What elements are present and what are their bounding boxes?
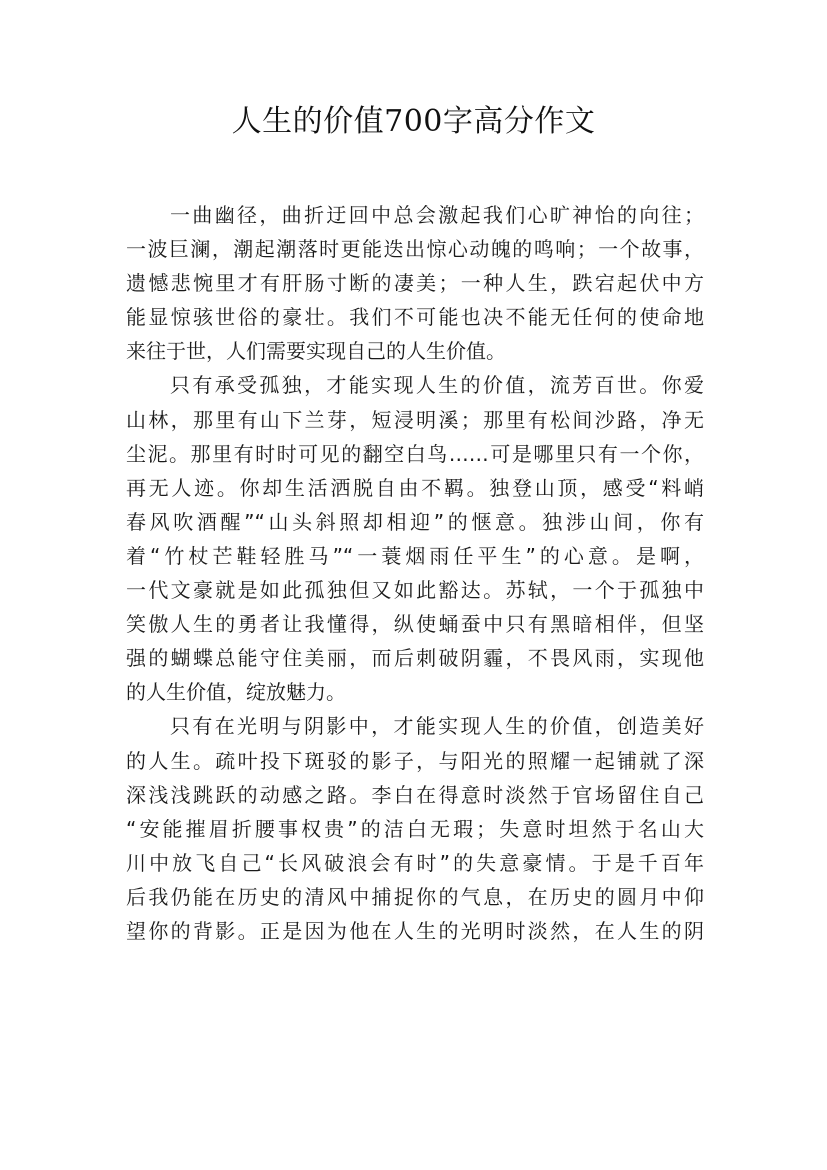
- text-line: 笑傲人生的勇者让我懂得，纵使蛹蚕中只有黑暗相伴，但坚: [126, 612, 704, 637]
- text-line: 后我仍能在历史的清风中捕捉你的气息，在历史的圆月中仰: [126, 884, 704, 909]
- text-line: 来往于世，人们需要实现自己的人生价值。: [126, 339, 506, 364]
- text-line: 尘泥。那里有时时可见的翻空白鸟……可是哪里只有一个你，: [126, 441, 704, 466]
- text-line: 一波巨澜，潮起潮落时更能迭出惊心动魄的鸣响；一个故事，: [126, 237, 704, 262]
- text-line: 一曲幽径，曲折迂回中总会激起我们心旷神怡的向往；: [170, 203, 704, 227]
- essay-body: [126, 198, 704, 948]
- text-line: 一代文豪就是如此孤独但又如此豁达。苏轼，一个于孤独中: [126, 578, 704, 603]
- text-line: 的人生价值，绽放魅力。: [126, 680, 346, 705]
- text-line: 遗憾悲惋里才有肝肠寸断的凄美；一种人生，跌宕起伏中方: [126, 271, 704, 296]
- text-line: 春风吹酒醒”“山头斜照却相迎”的惬意。独涉山间，你有: [126, 509, 704, 534]
- text-line: 山林，那里有山下兰芽，短浸明溪；那里有松间沙路，净无: [126, 407, 704, 432]
- text-line: 强的蝴蝶总能守住美丽，而后刺破阴霾，不畏风雨，实现他: [126, 646, 704, 671]
- text-line: 只有承受孤独，才能实现人生的价值，流芳百世。你爱: [170, 373, 704, 398]
- essay-title: 人生的价值700字高分作文: [231, 104, 596, 139]
- text-line: 的人生。疏叶投下斑驳的影子，与阳光的照耀一起铺就了深: [126, 748, 704, 773]
- text-line: 深浅浅跳跃的动感之路。李白在得意时淡然于官场留住自己: [126, 782, 704, 807]
- text-line: “安能摧眉折腰事权贵”的洁白无瑕；失意时坦然于名山大: [126, 816, 704, 841]
- text-line: 只有在光明与阴影中，才能实现人生的价值，创造美好: [170, 714, 704, 739]
- text-line: 望你的背影。正是因为他在人生的光明时淡然，在人生的阴: [126, 918, 704, 943]
- text-line: 能显惊骇世俗的豪壮。我们不可能也决不能无任何的使命地: [126, 305, 704, 330]
- text-line: 再无人迹。你却生活洒脱自由不羁。独登山顶，感受“料峭: [126, 475, 704, 500]
- text-line: 着“竹杖芒鞋轻胜马”“一蓑烟雨任平生”的心意。是啊，: [126, 543, 704, 568]
- text-line: 川中放飞自己“长风破浪会有时”的失意豪情。于是千百年: [126, 850, 704, 875]
